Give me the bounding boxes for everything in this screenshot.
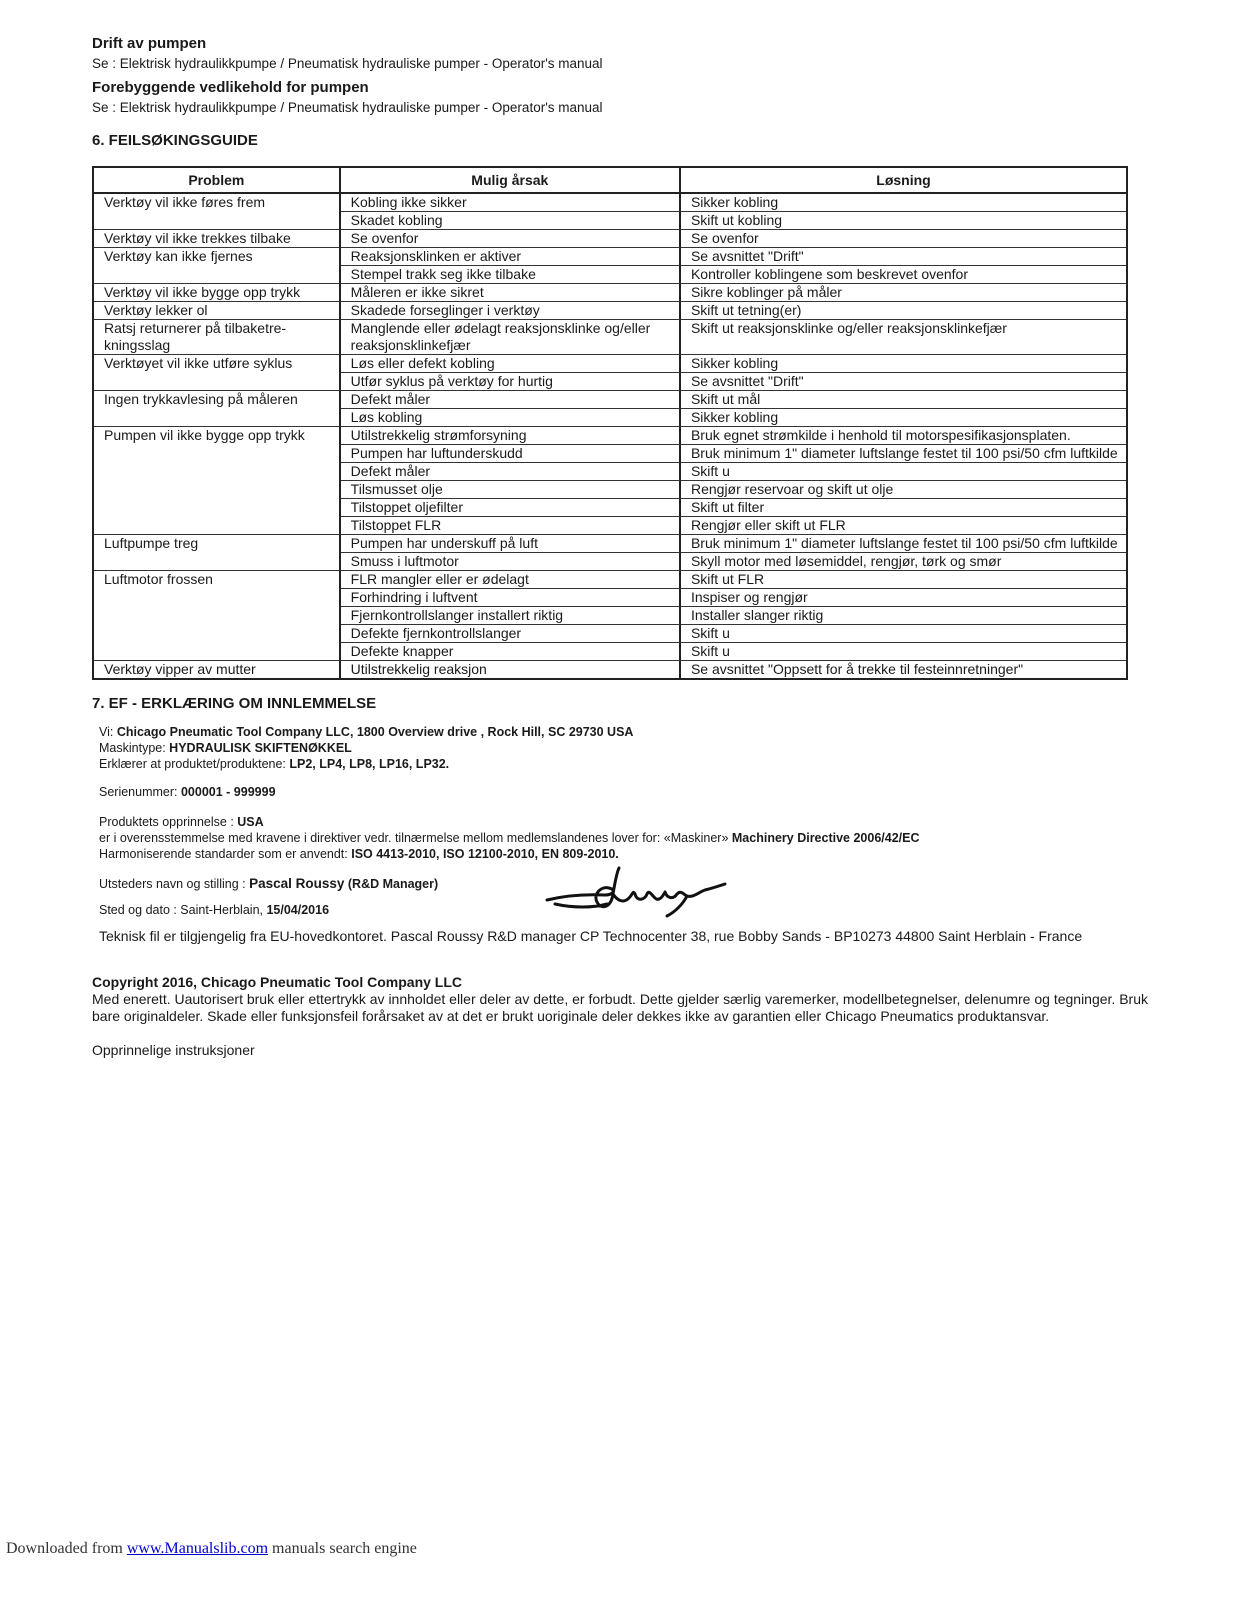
cell-solution: Installer slanger riktig [681, 607, 1126, 625]
table-row [94, 248, 1126, 266]
cell-cause: Utfør syklus på verktøy for hurtig [341, 373, 681, 391]
cell-problem: Luftmotor frossen [94, 571, 341, 661]
value: 15/04/2016 [266, 903, 330, 917]
label: Harmoniserende standarder som er anvendt: [99, 847, 352, 861]
label: Produktets opprinnelse : [99, 815, 238, 829]
cell-cause: Løs eller defekt kobling [341, 355, 681, 373]
cell-solution: Skift ut filter [681, 499, 1126, 517]
copyright-title: Copyright 2016, Chicago Pneumatic Tool Company LLC [92, 974, 463, 990]
cell-cause: Fjernkontrollslanger installert riktig [341, 607, 681, 625]
section-text: Se : Elektrisk hydraulikkpumpe / Pneumatisk hydrauliske pumper - Operator's manual [92, 56, 603, 71]
table-row [94, 284, 1126, 302]
cell-cause: Defekte fjernkontrollslanger [341, 625, 681, 643]
section-drift [92, 34, 1152, 74]
cell-cause: Løs kobling [341, 409, 681, 427]
cell-cause: Manglende eller ødelagt reaksjonsklinke og/eller reaksjonsklinkefjær [341, 320, 681, 355]
declaration-title: 7. EF - ERKLÆRING OM INNLEMMELSE [92, 695, 377, 712]
cell-cause: Stempel trakk seg ikke tilbake [341, 266, 681, 284]
declaration-maskintype [99, 740, 1152, 756]
value: LP2, LP4, LP8, LP16, LP32. [289, 757, 450, 771]
table-row [94, 355, 1126, 373]
cell-solution: Skift ut mål [681, 391, 1126, 409]
manualslib-link[interactable]: www.Manualslib.com [126, 1540, 269, 1557]
cell-cause: FLR mangler eller er ødelagt [341, 571, 681, 589]
cell-problem: Verktøy vil ikke trekkes tilbake [94, 230, 341, 248]
value: Machinery Directive 2006/42/EC [731, 831, 920, 845]
cell-solution: Skift ut tetning(er) [681, 302, 1126, 320]
cell-cause: Utilstrekkelig reaksjon [341, 661, 681, 678]
troubleshooting-title: 6. FEILSØKINGSGUIDE [92, 132, 258, 149]
table-row [94, 230, 1126, 248]
cell-problem: Ratsj returnerer på tilbaketre-kningsslag [94, 320, 341, 355]
cell-cause: Utilstrekkelig strømforsyning [341, 427, 681, 445]
cell-problem: Verktøy lekker ol [94, 302, 341, 320]
value: USA [237, 815, 264, 829]
cell-problem: Ingen trykkavlesing på måleren [94, 391, 341, 427]
label: Sted og dato : Saint-Herblain, [99, 903, 267, 917]
section-title: Drift av pumpen [92, 35, 207, 52]
cell-solution: Kontroller koblingene som beskrevet ovenfor [681, 266, 1126, 284]
cell-solution: Skift ut FLR [681, 571, 1126, 589]
cell-solution: Se avsnittet "Drift" [681, 248, 1126, 266]
cell-solution: Bruk egnet strømkilde i henhold til motorspesifikasjonsplaten. [681, 427, 1126, 445]
section-vedlikehold [92, 78, 1152, 118]
cell-solution: Bruk minimum 1" diameter luftslange festet til 100 psi/50 cfm luftkilde [681, 535, 1126, 553]
cell-solution: Skift u [681, 643, 1126, 661]
label: Vi: [99, 725, 117, 739]
copyright-text: Med enerett. Uautorisert bruk eller ettertrykk av innholdet eller deler av dette, er forbudt. Dette gjelder særlig varemerker, modellbetegnelser, delenumre og tegninger. Bruk bare originaldeler. Skade eller funksjonsfeil forårsaket av at det er brukt uoriginale deler dekkes ikke av garantien eller Chicago Pneumatics produktansvar. [92, 991, 1148, 1024]
footer-prefix: Downloaded from [6, 1540, 127, 1557]
cell-cause: Tilstoppet oljefilter [341, 499, 681, 517]
cell-cause: Pumpen har underskuff på luft [341, 535, 681, 553]
label: Maskintype: [99, 741, 170, 755]
declaration-block [99, 724, 1152, 944]
cell-problem: Luftpumpe treg [94, 535, 341, 571]
cell-cause: Smuss i luftmotor [341, 553, 681, 571]
signature-image [543, 864, 733, 926]
column-header-solution: Løsning [681, 168, 1126, 194]
cell-solution: Inspiser og rengjør [681, 589, 1126, 607]
table-row [94, 535, 1126, 553]
cell-solution: Sikre koblinger på måler [681, 284, 1126, 302]
cell-solution: Skyll motor med løsemiddel, rengjør, tørk og smør [681, 553, 1126, 571]
cell-solution: Sikker kobling [681, 194, 1126, 212]
value: 000001 - 999999 [180, 785, 276, 799]
cell-problem: Verktøy vil ikke føres frem [94, 194, 341, 230]
cell-problem: Verktøyet vil ikke utføre syklus [94, 355, 341, 391]
cell-cause: Skadet kobling [341, 212, 681, 230]
signature-row [99, 876, 1152, 902]
cell-cause: Pumpen har luftunderskudd [341, 445, 681, 463]
cell-problem: Verktøy kan ikke fjernes [94, 248, 341, 284]
declaration-direktiv [99, 830, 1152, 846]
troubleshooting-table [92, 166, 1128, 680]
cell-solution: Sikker kobling [681, 409, 1126, 427]
cell-cause: Tilsmusset olje [341, 481, 681, 499]
section-title: Forebyggende vedlikehold for pumpen [92, 79, 369, 96]
cell-solution: Skift u [681, 463, 1126, 481]
cell-problem: Verktøy vipper av mutter [94, 661, 341, 678]
value: ISO 4413-2010, ISO 12100-2010, EN 809-2010. [351, 847, 619, 861]
column-header-problem: Problem [94, 168, 341, 194]
cell-cause: Defekt måler [341, 463, 681, 481]
cell-cause: Tilstoppet FLR [341, 517, 681, 535]
cell-cause: Se ovenfor [341, 230, 681, 248]
cell-solution: Rengjør eller skift ut FLR [681, 517, 1126, 535]
label: Utsteders navn og stilling : [99, 877, 250, 891]
cell-solution: Skift u [681, 625, 1126, 643]
footer-suffix: manuals search engine [268, 1540, 417, 1557]
declaration-teknisk: Teknisk fil er tilgjengelig fra EU-hovedkontoret. Pascal Roussy R&D manager CP Technocenter 38, rue Bobby Sands - BP10273 44800 Saint Herblain - France [99, 928, 1083, 944]
label: Erklærer at produktet/produktene: [99, 757, 290, 771]
cell-cause: Reaksjonsklinken er aktiver [341, 248, 681, 266]
table-header-row [94, 168, 1126, 194]
cell-problem: Verktøy vil ikke bygge opp trykk [94, 284, 341, 302]
table-row [94, 391, 1126, 409]
table-row [94, 571, 1126, 589]
label: er i overensstemmelse med kravene i direktiver vedr. tilnærmelse mellom medlemslandenes lover for: «Maskiner» [99, 831, 732, 845]
cell-cause: Defekte knapper [341, 643, 681, 661]
cell-solution: Rengjør reservoar og skift ut olje [681, 481, 1126, 499]
cell-problem: Pumpen vil ikke bygge opp trykk [94, 427, 341, 535]
section-text: Se : Elektrisk hydraulikkpumpe / Pneumatisk hydrauliske pumper - Operator's manual [92, 100, 603, 115]
document-page [92, 34, 1152, 1058]
declaration-produkt [99, 756, 1152, 772]
value: Chicago Pneumatic Tool Company LLC, 1800 Overview drive , Rock Hill, SC 29730 USA [116, 725, 634, 739]
table-row [94, 320, 1126, 355]
copyright-block [92, 974, 1152, 1025]
table-row [94, 302, 1126, 320]
declaration-standarder [99, 846, 1152, 862]
table-row [94, 661, 1126, 678]
table-row [94, 427, 1126, 445]
declaration-opprinnelse [99, 814, 1152, 830]
label: Serienummer: [99, 785, 181, 799]
cell-solution: Se avsnittet "Drift" [681, 373, 1126, 391]
cell-cause: Kobling ikke sikker [341, 194, 681, 212]
footer-download-notice [6, 1540, 417, 1558]
value: HYDRAULISK SKIFTENØKKEL [169, 741, 352, 755]
table-body [94, 194, 1126, 678]
cell-cause: Forhindring i luftvent [341, 589, 681, 607]
value: Pascal Roussy [249, 876, 345, 891]
declaration-serienummer [99, 784, 1152, 800]
declaration-vi [99, 724, 1152, 740]
cell-solution: Se ovenfor [681, 230, 1126, 248]
cell-solution: Se avsnittet "Oppsett for å trekke til festeinnretninger" [690, 661, 1024, 677]
cell-cause: Måleren er ikke sikret [341, 284, 681, 302]
cell-cause: Defekt måler [341, 391, 681, 409]
value: (R&D Manager) [347, 877, 439, 891]
table-row [94, 194, 1126, 212]
cell-solution: Sikker kobling [681, 355, 1126, 373]
original-instructions: Opprinnelige instruksjoner [92, 1042, 255, 1058]
column-header-cause: Mulig årsak [341, 168, 681, 194]
cell-cause: Skadede forseglinger i verktøy [341, 302, 681, 320]
cell-solution: Bruk minimum 1" diameter luftslange festet til 100 psi/50 cfm luftkilde [681, 445, 1126, 463]
cell-solution: Skift ut kobling [681, 212, 1126, 230]
cell-solution: Skift ut reaksjonsklinke og/eller reaksjonsklinkefjær [681, 320, 1126, 355]
